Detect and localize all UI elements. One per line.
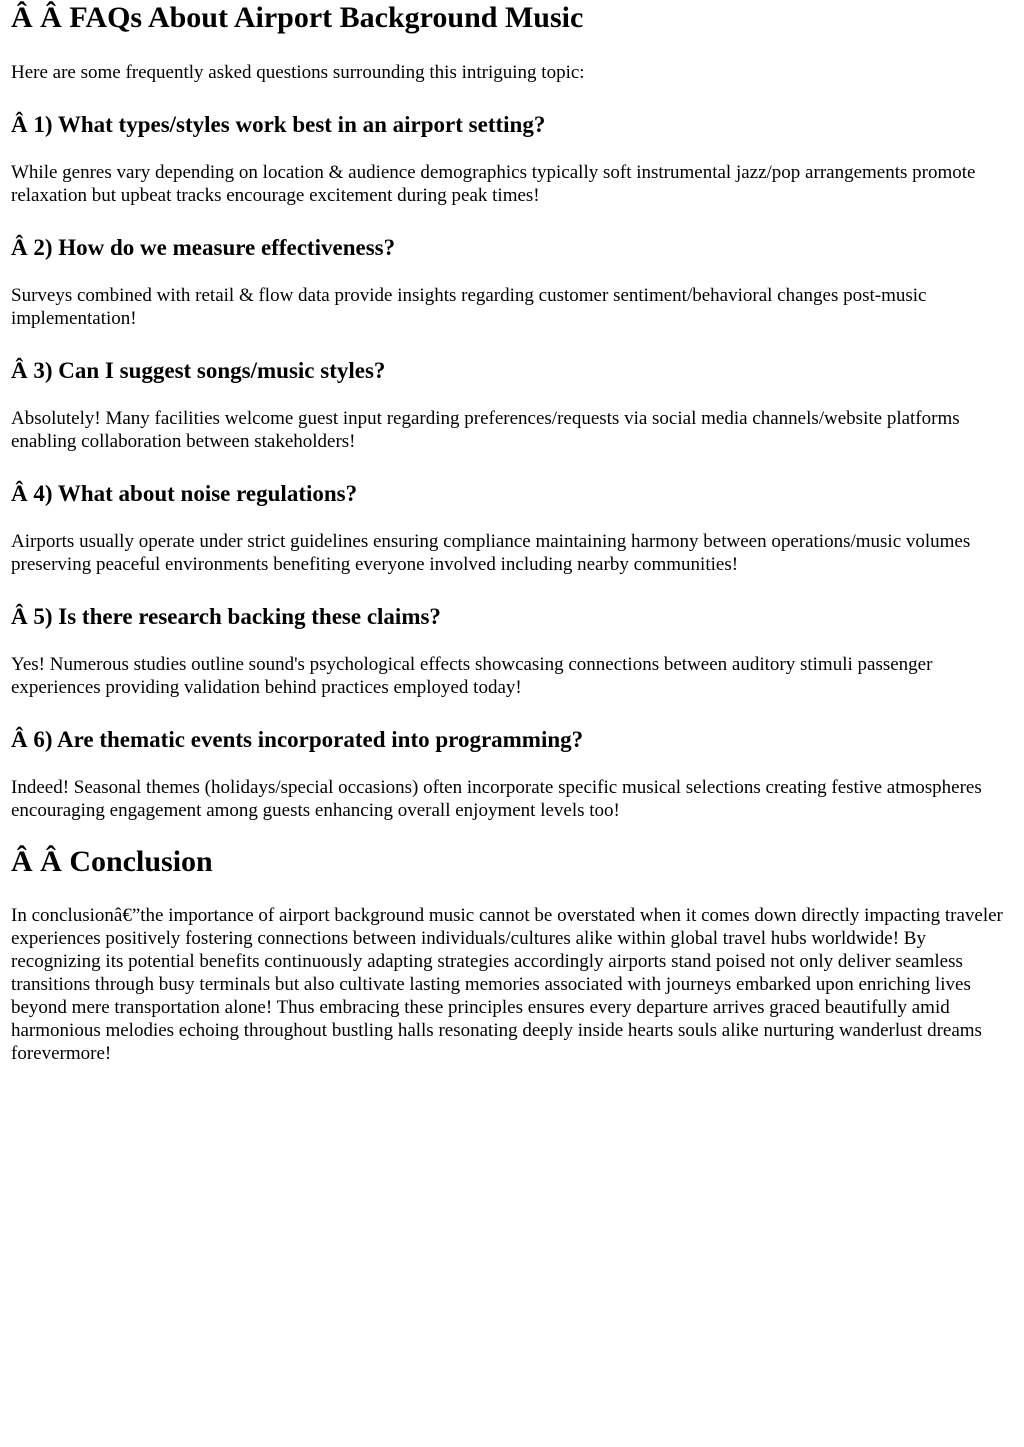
faq-question: Â 3) Can I suggest songs/music styles? (11, 358, 386, 383)
faq-question: Â 4) What about noise regulations? (11, 481, 358, 506)
faq-item (11, 234, 1013, 330)
faq-question: Â 6) Are thematic events incorporated into programming? (11, 727, 584, 752)
faq-item (11, 603, 1013, 699)
article-body (0, 1, 1024, 1065)
faq-answer: Absolutely! Many facilities welcome guest input regarding preferences/requests via social media channels/website platforms enabling collaboration between stakeholders! (11, 408, 960, 452)
faq-question: Â 5) Is there research backing these claims? (11, 604, 441, 629)
faq-answer: Surveys combined with retail & flow data provide insights regarding customer sentiment/behavioral changes post-music implementation! (11, 285, 927, 329)
faq-intro-text: Here are some frequently asked questions surrounding this intriguing topic: (11, 62, 585, 83)
faq-question: Â 2) How do we measure effectiveness? (11, 235, 396, 260)
faq-item (11, 111, 1013, 207)
faq-answer: Yes! Numerous studies outline sound's psychological effects showcasing connections between auditory stimuli passenger experiences providing validation behind practices employed today! (11, 654, 933, 698)
faq-item (11, 726, 1013, 822)
faq-item (11, 357, 1013, 453)
conclusion-heading: Â Â Conclusion (11, 845, 213, 878)
conclusion-text: In conclusionâ€”the importance of airport background music cannot be overstated when it comes down directly impacting traveler experiences positively fostering connections between individuals/cultures alike within global travel hubs worldwide! By recognizing its potential benefits continuously adapting strategies accordingly airports stand poised not only deliver seamless transitions through busy terminals but also cultivate lasting memories associated with journeys embarked upon enriching lives beyond mere transportation alone! Thus embracing these principles ensures every departure arrives graced beautifully amid harmonious melodies echoing throughout bustling halls resonating deeply inside hearts souls alike nurturing wanderlust dreams forevermore! (11, 905, 1003, 1064)
faq-answer: Indeed! Seasonal themes (holidays/special occasions) often incorporate specific musical selections creating festive atmospheres encouraging engagement among guests enhancing overall enjoyment levels too! (11, 777, 982, 821)
faq-answer: While genres vary depending on location & audience demographics typically soft instrumental jazz/pop arrangements promote relaxation but upbeat tracks encourage excitement during peak times! (11, 162, 976, 206)
faq-answer: Airports usually operate under strict guidelines ensuring compliance maintaining harmony between operations/music volumes preserving peaceful environments benefiting everyone involved including nearby communities! (11, 531, 971, 575)
faq-item (11, 480, 1013, 576)
faq-question: Â 1) What types/styles work best in an airport setting? (11, 112, 546, 137)
faq-section-heading: Â Â FAQs About Airport Background Music (11, 1, 584, 34)
